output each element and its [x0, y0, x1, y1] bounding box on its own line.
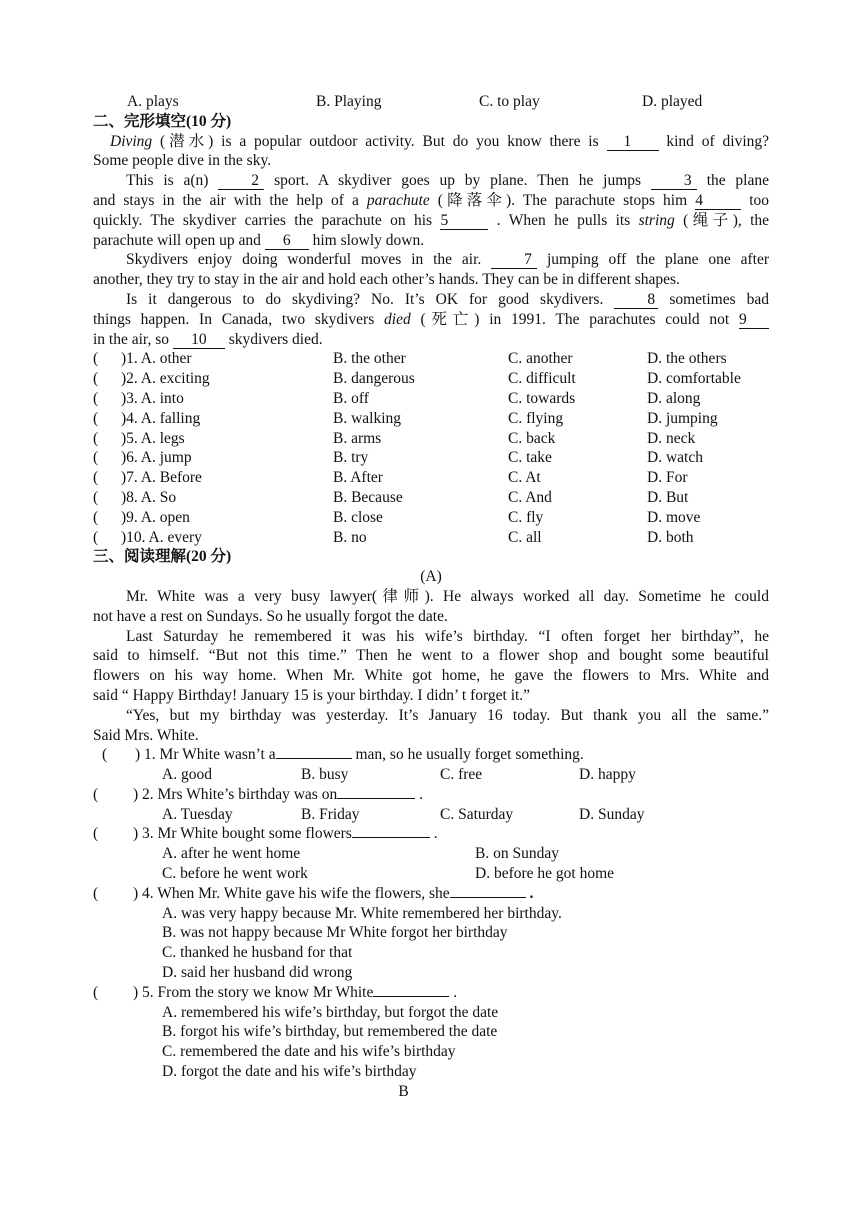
- option-d: D. along: [647, 389, 701, 407]
- term-string: string: [638, 211, 675, 229]
- option-c: C. to play: [479, 93, 540, 110]
- option-a: A. plays: [127, 93, 179, 110]
- option-d: D. comfortable: [647, 370, 741, 388]
- blank-10[interactable]: 10: [173, 331, 225, 349]
- answer-paren[interactable]: (: [93, 389, 99, 407]
- cloze-paragraph-2-line-4: parachute will open up and 6 him slowly down.: [93, 231, 425, 249]
- option-d: D. watch: [647, 449, 703, 467]
- reading-paragraph-2-line-4: said “ Happy Birthday! January 15 is your birthday. I didn’ t forget it.”: [93, 686, 531, 704]
- question-option-a: )3. A. into: [121, 389, 184, 407]
- cloze-paragraph-4-line-3: in the air, so 10 skydivers died.: [93, 330, 323, 348]
- term-parachute: parachute: [366, 191, 430, 209]
- reading-question-1: ( ) 1. Mr White wasn’t a man, so he usually forget something.: [102, 746, 584, 764]
- reading-paragraph-3-line-2: Said Mrs. White.: [93, 726, 199, 744]
- option-c: C. difficult: [508, 370, 576, 388]
- blank-9[interactable]: 9: [739, 311, 769, 329]
- answer-paren[interactable]: (: [102, 746, 108, 764]
- question-option-a: )10. A. every: [121, 528, 202, 546]
- cloze-paragraph-3-line-1: Skydivers enjoy doing wonderful moves in the air. 7 jumping off the plane one after: [126, 251, 769, 269]
- worksheet-page: [93, 92, 769, 1102]
- cloze-question-row: [93, 508, 769, 528]
- question-stem: ) 5. From the story we know Mr White: [133, 983, 374, 1001]
- cloze-question-row: [93, 468, 769, 488]
- blank-5[interactable]: 5: [440, 212, 488, 230]
- answer-blank[interactable]: [373, 996, 449, 997]
- cloze-question-row: [93, 349, 769, 369]
- option-a: A. after he went home: [162, 845, 301, 863]
- option-b: B. walking: [333, 409, 402, 427]
- cloze-paragraph-1-line-2: Some people dive in the sky.: [93, 152, 272, 170]
- question-option-a: )9. A. open: [121, 508, 190, 526]
- option-d: D. both: [647, 528, 694, 546]
- option-c: C. before he went work: [162, 865, 308, 883]
- option-c: C. At: [508, 469, 541, 487]
- option-b: B. Because: [333, 488, 403, 506]
- answer-paren[interactable]: (: [93, 983, 99, 1001]
- option-b: B. on Sunday: [475, 845, 559, 863]
- option-b: B. no: [333, 528, 367, 546]
- blank-7[interactable]: 7: [491, 251, 537, 269]
- reading-question-5: ( ) 5. From the story we know Mr White .: [93, 983, 458, 1001]
- question-stem: ) 4. When Mr. White gave his wife the flowers, she: [133, 884, 450, 902]
- reading-question-4-option-a: A. was very happy because Mr. White remembered her birthday.: [162, 904, 562, 922]
- reading-paragraph-1-line-2: not have a rest on Sundays. So he usually forgot the date.: [93, 607, 448, 625]
- answer-paren[interactable]: (: [93, 409, 99, 427]
- question-option-a: )8. A. So: [121, 488, 177, 506]
- answer-blank[interactable]: [352, 837, 430, 838]
- reading-paragraph-3-line-1: “Yes, but my birthday was yesterday. It’s January 16 today. But thank you all the same.”: [126, 706, 769, 724]
- option-b: B. busy: [301, 766, 349, 784]
- question-option-a: )1. A. other: [121, 350, 192, 368]
- cloze-question-row: [93, 448, 769, 468]
- answer-paren[interactable]: (: [93, 429, 99, 447]
- blank-3[interactable]: 3: [651, 172, 697, 190]
- option-c: C. towards: [508, 389, 576, 407]
- reading-paragraph-2-line-3: flowers on his way home. When Mr. White got home, he gave the flowers to Mrs. White and: [93, 667, 769, 685]
- option-b: B. try: [333, 449, 369, 467]
- blank-1[interactable]: 1: [607, 133, 659, 151]
- reading-question-3-options-cd: [93, 864, 769, 884]
- reading-question-5-option-a: A. remembered his wife’s birthday, but forgot the date: [162, 1003, 499, 1021]
- passage-a-label: (A): [420, 568, 442, 586]
- answer-blank[interactable]: [337, 798, 415, 799]
- answer-paren[interactable]: (: [93, 469, 99, 487]
- question-stem: ) 2. Mrs White’s birthday was on: [133, 785, 338, 803]
- option-d: D. played: [642, 93, 703, 110]
- reading-question-4: ( ) 4. When Mr. White gave his wife the flowers, she .: [93, 884, 534, 902]
- answer-paren[interactable]: (: [93, 785, 99, 803]
- reading-question-4-option-b: B. was not happy because Mr White forgot her birthday: [162, 924, 508, 942]
- section-heading-cloze: 二、完形填空(10 分): [93, 112, 232, 130]
- option-c: C. back: [508, 429, 556, 447]
- cloze-paragraph-2-line-1: This is a(n) 2 sport. A skydiver goes up by plane. Then he jumps 3 the plane: [126, 172, 769, 190]
- option-c: C. flying: [508, 409, 564, 427]
- answer-paren[interactable]: (: [93, 488, 99, 506]
- question-option-a: )4. A. falling: [121, 409, 201, 427]
- option-b: B. the other: [333, 350, 406, 368]
- cloze-paragraph-1-line-1: Diving (潜水) is a popular outdoor activity. But do you know there is 1 kind of diving?: [110, 132, 770, 150]
- option-d: D. the others: [647, 350, 727, 368]
- option-d: D. neck: [647, 429, 696, 447]
- option-d: D. But: [647, 488, 689, 506]
- option-c: C. free: [440, 766, 483, 784]
- passage-b-label: B: [398, 1082, 409, 1100]
- prev-question-options: [93, 92, 769, 112]
- cloze-question-list: [93, 349, 769, 547]
- option-b: B. Friday: [301, 805, 360, 823]
- answer-blank[interactable]: [450, 897, 526, 898]
- section-heading-reading: 三、阅读理解(20 分): [93, 548, 232, 566]
- option-b: B. off: [333, 389, 369, 407]
- option-d: D. before he got home: [475, 865, 615, 883]
- option-c: C. fly: [508, 508, 544, 526]
- option-c: C. take: [508, 449, 552, 467]
- cloze-question-row: [93, 528, 769, 548]
- reading-question-4-option-d: D. said her husband did wrong: [162, 964, 353, 982]
- cloze-question-row: [93, 429, 769, 449]
- question-stem: ) 1. Mr White wasn’t a: [135, 746, 276, 764]
- reading-question-5-option-d: D. forgot the date and his wife’s birthday: [162, 1063, 417, 1081]
- option-a: A. good: [162, 766, 212, 784]
- reading-question-4-option-c: C. thanked he husband for that: [162, 944, 353, 962]
- answer-paren[interactable]: (: [93, 825, 99, 843]
- blank-2[interactable]: 2: [218, 172, 264, 190]
- option-d: D. For: [647, 469, 688, 487]
- cloze-question-row: [93, 389, 769, 409]
- answer-paren[interactable]: (: [93, 884, 99, 902]
- cloze-paragraph-4-line-2: things happen. In Canada, two skydivers died (死亡) in 1991. The parachutes could not 9: [93, 310, 769, 330]
- option-b: B. arms: [333, 429, 382, 447]
- option-c: C. And: [508, 488, 552, 506]
- option-b: B. After: [333, 469, 383, 487]
- answer-paren[interactable]: (: [93, 508, 99, 526]
- option-c: C. Saturday: [440, 805, 514, 823]
- answer-paren[interactable]: (: [93, 350, 99, 368]
- question-option-a: )6. A. jump: [121, 449, 192, 467]
- reading-paragraph-2-line-1: Last Saturday he remembered it was his wife’s birthday. “I often forget her birthday”, he: [126, 627, 769, 645]
- reading-question-5-option-b: B. forgot his wife’s birthday, but remembered the date: [162, 1023, 498, 1041]
- reading-question-5-option-c: C. remembered the date and his wife’s birthday: [162, 1043, 456, 1061]
- question-option-a: )5. A. legs: [121, 429, 185, 447]
- option-a: A. Tuesday: [162, 805, 233, 823]
- blank-4[interactable]: 4: [695, 192, 741, 210]
- blank-8[interactable]: 8: [614, 291, 658, 309]
- reading-question-3: ( ) 3. Mr White bought some flowers .: [93, 825, 438, 843]
- cloze-paragraph-4-line-1: Is it dangerous to do skydiving? No. It’s OK for good skydivers. 8 sometimes bad: [126, 290, 770, 308]
- answer-paren[interactable]: (: [93, 528, 99, 546]
- option-b: B. dangerous: [333, 370, 415, 388]
- answer-blank[interactable]: [276, 758, 352, 759]
- answer-paren[interactable]: (: [93, 370, 99, 388]
- option-d: D. Sunday: [579, 805, 645, 823]
- term-died: died: [384, 310, 411, 328]
- term-diving: Diving: [110, 132, 153, 150]
- cloze-paragraph-2-line-3: quickly. The skydiver carries the parachute on his 5 . When he pulls its string (绳子), the: [93, 211, 770, 229]
- cloze-paragraph-2-line-2: and stays in the air with the help of a parachute (降落伞). The parachute stops him 4 too: [93, 191, 770, 209]
- cloze-paragraph-3-line-2: another, they try to stay in the air and hold each other’s hands. They can be in different shapes.: [93, 271, 680, 289]
- option-d: D. happy: [579, 766, 636, 784]
- reading-paragraph-1-line-1: Mr. White was a very busy lawyer(律师). He always worked all day. Sometime he could: [126, 587, 769, 605]
- option-d: D. move: [647, 508, 701, 526]
- answer-paren[interactable]: (: [93, 449, 99, 467]
- blank-6[interactable]: 6: [265, 232, 309, 250]
- cloze-question-row: [93, 369, 769, 389]
- reading-question-3-options-ab: [93, 844, 769, 864]
- option-c: C. another: [508, 350, 573, 368]
- option-d: D. jumping: [647, 409, 718, 427]
- option-c: C. all: [508, 528, 542, 546]
- reading-question-2-options: [93, 805, 769, 825]
- reading-paragraph-2-line-2: said to himself. “But not this time.” Then he went to a flower shop and bought some beautiful: [93, 647, 769, 665]
- question-option-a: )2. A. exciting: [121, 370, 210, 388]
- option-b: B. Playing: [316, 93, 382, 110]
- cloze-question-row: [93, 409, 769, 429]
- question-option-a: )7. A. Before: [121, 469, 202, 487]
- question-stem: ) 3. Mr White bought some flowers: [133, 825, 352, 843]
- reading-question-2: ( ) 2. Mrs White’s birthday was on .: [93, 785, 423, 803]
- cloze-question-row: [93, 488, 769, 508]
- reading-question-1-options: [93, 765, 769, 785]
- option-b: B. close: [333, 508, 383, 526]
